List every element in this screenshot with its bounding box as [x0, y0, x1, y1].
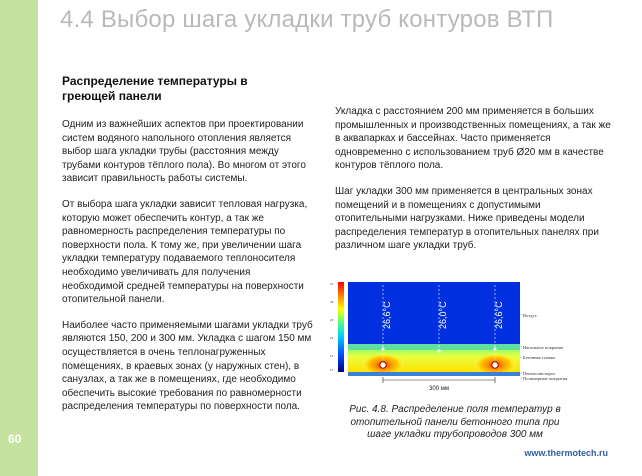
page-number: 60 — [8, 432, 22, 446]
website-link[interactable]: www.thermotech.ru — [524, 448, 608, 458]
svg-text:25: 25 — [330, 300, 334, 304]
layer-label: Воздух — [523, 313, 537, 318]
temperature-label: 26,6°C — [494, 301, 504, 329]
layer-label: Полимерные покрытия — [523, 376, 568, 381]
temperature-label: 26,0°C — [438, 301, 448, 329]
svg-text:21: 21 — [330, 336, 334, 340]
section-subtitle: Распределение температуры в греющей панели — [62, 74, 248, 103]
layer-label: Пенополистирол — [523, 371, 556, 376]
temperature-field-image — [328, 279, 568, 392]
svg-text:27: 27 — [330, 282, 334, 286]
paragraph: Наиболее часто применяемыми шагами укладки труб являются 150, 200 и 300 мм. Укладка с шагом 150 мм осуществляется в очень теплонагруженных помещениях, в краевых зонах (у наружных стен), в санузлах, а так же в помещениях, где необходимо обеспечить высокие требования по равномерности распределения температуры по поверхности пола. — [62, 319, 313, 413]
left-column — [62, 118, 314, 426]
paragraph: Укладка с расстоянием 200 мм применяется в больших промышленных и производственных помещениях, а так же в аквапарках и бассейнах. Часто применяется одновременно с использованием труб Ø20 мм в качестве контуров тёплого пола. — [335, 106, 611, 172]
paragraph: Шаг укладки 300 мм применяется в центральных зонах помещений и в помещениях с допустимыми отопительными нагрузками. Ниже приведены модели распределения температур в отопительных панелях при различном шаге укладки труб. — [335, 185, 599, 252]
paragraph: Одним из важнейших аспектов при проектировании систем водяного напольного отопления является выбор шага укладки трубы (расстояния между трубами контуров тёплого пола). Во многом от этого зависит правильность работы системы. — [62, 119, 306, 185]
sidebar-bar — [0, 0, 38, 476]
layer-label: Бетонная стяжка — [523, 355, 555, 360]
pitch-label: 300 мм — [429, 386, 449, 392]
figure-caption: Рис. 4.8. Распределение поля температур в отопительной панели бетонного типа при шаге укладки трубопроводов 300 мм — [349, 404, 561, 440]
page-title: 4.4 Выбор шага укладки труб контуров ВТП — [60, 6, 554, 33]
temperature-field-figure — [328, 279, 568, 392]
layer-label: Напольное покрытие — [523, 345, 564, 350]
temperature-label: 26,6°C — [382, 301, 392, 329]
right-column — [335, 105, 615, 265]
paragraph: От выбора шага укладки зависит тепловая нагрузка, которую может обеспечить контур, а так же равномерность распределения температуры по поверхности пола. К тому же, при увеличении шага укладки температуру подаваемого теплоносителя необходимо увеличивать для получения необходимой средней температуры на поверхности отопительной панели. — [62, 198, 308, 306]
svg-text:17: 17 — [330, 368, 334, 372]
svg-text:23: 23 — [330, 318, 334, 322]
svg-text:19: 19 — [330, 354, 334, 358]
